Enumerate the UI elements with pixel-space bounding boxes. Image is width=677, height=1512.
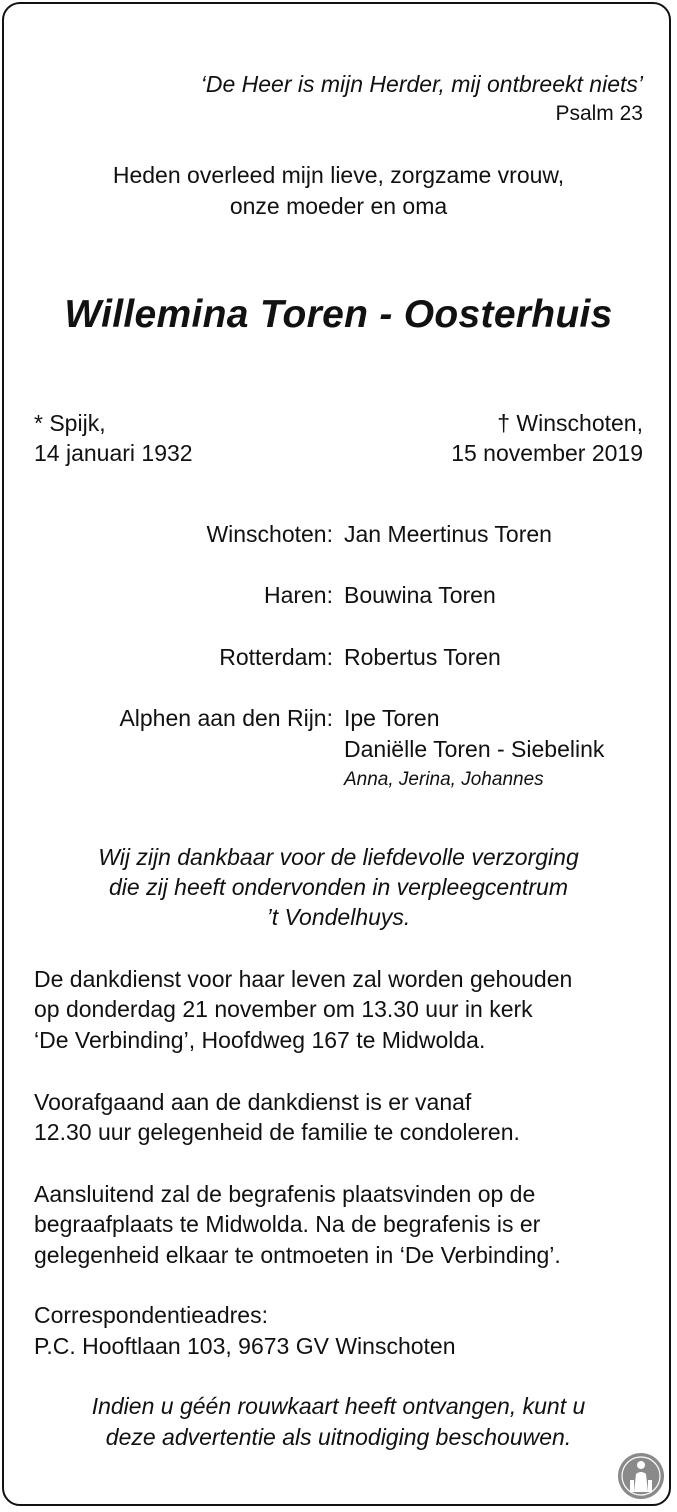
thanks-line-3: ’t Vondelhuys. (266, 904, 411, 930)
intro-line-2: onze moeder en oma (229, 193, 448, 219)
psalm-source: Psalm 23 (555, 102, 643, 125)
family-place-winschoten: Winschoten: (206, 521, 333, 547)
condolence-line-2: 12.30 uur gelegenheid de familie te condoleren. (34, 1119, 520, 1145)
family-name: Robertus Toren (344, 644, 501, 670)
correspondence-address: P.C. Hooftlaan 103, 9673 GV Winschoten (34, 1333, 456, 1359)
closing-line-2: deze advertentie als uitnodiging beschouwen. (105, 1424, 572, 1450)
family-place-rotterdam: Rotterdam: (219, 644, 333, 670)
family-name: Ipe Toren (344, 705, 440, 731)
death-place: † Winschoten, (497, 410, 643, 436)
death-date: 15 november 2019 (451, 440, 643, 466)
burial-line-3: gelegenheid elkaar te ontmoeten in ‘De Verbinding’. (34, 1242, 561, 1268)
family-name: Bouwina Toren (344, 582, 496, 608)
thanks-line-1: Wij zijn dankbaar voor de liefdevolle verzorging (98, 844, 579, 870)
condolence-line-1: Voorafgaand aan de dankdienst is er vanaf (34, 1089, 472, 1115)
service-line-1: De dankdienst voor haar leven zal worden gehouden (34, 966, 573, 992)
birth-date: 14 januari 1932 (34, 440, 193, 466)
service-line-2: op donderdag 21 november om 13.30 uur in kerk (34, 996, 533, 1022)
family-name: Jan Meertinus Toren (344, 521, 552, 547)
psalm-quote: ‘De Heer is mijn Herder, mij ontbreekt niets’ (200, 71, 643, 97)
correspondence-label: Correspondentieadres: (34, 1302, 268, 1328)
service-line-3: ‘De Verbinding’, Hoofdweg 167 te Midwolda. (34, 1027, 486, 1053)
burial-line-2: begraafplaats te Midwolda. Na de begrafenis is er (34, 1211, 541, 1237)
memorial-figure-icon (617, 1452, 665, 1500)
thanks-line-2: die zij heeft ondervonden in verpleegcentrum (108, 874, 568, 900)
family-place-haren: Haren: (263, 582, 333, 608)
deceased-name: Willemina Toren - Oosterhuis (64, 293, 613, 336)
family-place-alphen: Alphen aan den Rijn: (119, 705, 333, 731)
closing-line-1: Indien u géén rouwkaart heeft ontvangen, kunt u (91, 1393, 586, 1419)
family-name: Daniëlle Toren - Siebelink (344, 736, 605, 762)
burial-line-1: Aansluitend zal de begrafenis plaatsvinden op de (34, 1181, 536, 1207)
birth-place: * Spijk, (34, 410, 106, 436)
grandchildren-names: Anna, Jerina, Johannes (344, 769, 544, 790)
intro-line-1: Heden overleed mijn lieve, zorgzame vrouw, (112, 162, 565, 188)
